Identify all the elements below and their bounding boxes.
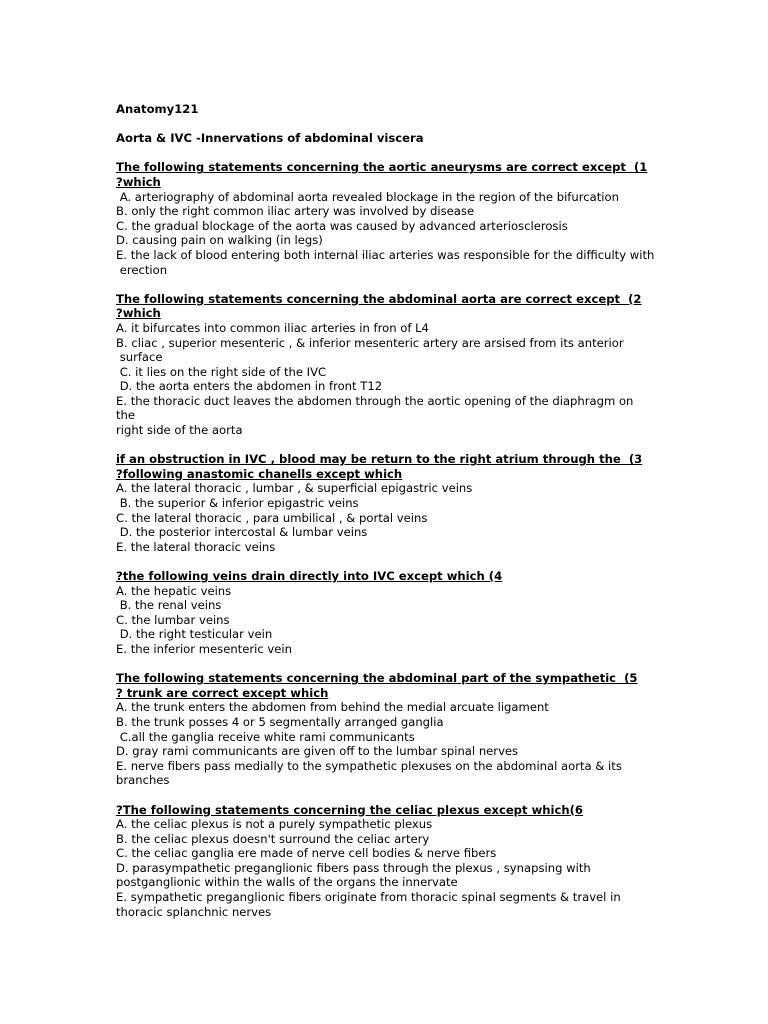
answer-option-line: D. parasympathetic preganglionic fibers pass through the plexus , synapsing with (116, 860, 591, 875)
answer-option-line: B. the celiac plexus doesn't surround the celiac artery (116, 831, 430, 846)
question-stem-line: The following statements concerning the aortic aneurysms are correct except (1 (116, 160, 648, 175)
answer-option-line: E. the lateral thoracic veins (116, 539, 276, 554)
answer-option-line: A. arteriography of abdominal aorta revealed blockage in the region of the bifurcation (116, 189, 619, 204)
question-stem-line: ?which (116, 306, 161, 321)
question-stem-line: ?the following veins drain directly into IVC except which (4 (116, 569, 503, 583)
document-page (116, 102, 656, 919)
question-stem-line: The following statements concerning the abdominal part of the sympathetic (5 (116, 671, 638, 686)
answer-option-line: right side of the aorta (116, 423, 243, 438)
document-title: Anatomy121 (116, 102, 199, 116)
answer-option-line: branches (116, 773, 170, 788)
answer-option-line: B. only the right common iliac artery was involved by disease (116, 204, 475, 219)
answer-option-line: E. sympathetic preganglionic fibers originate from thoracic spinal segments & travel in (116, 890, 621, 905)
answer-option-line: E. the lack of blood entering both internal iliac arteries was responsible for the difficulty with (116, 247, 655, 262)
answer-option-line: C. the lateral thoracic , para umbilical , & portal veins (116, 510, 428, 525)
answer-option-line: B. the trunk posses 4 or 5 segmentally arranged ganglia (116, 714, 444, 729)
answer-option-line: A. the celiac plexus is not a purely sympathetic plexus (116, 817, 433, 832)
answer-option-line: A. the hepatic veins (116, 583, 232, 598)
answer-option-line: C. it lies on the right side of the IVC (116, 364, 327, 379)
answer-option-line: D. the aorta enters the abdomen in front T12 (116, 379, 383, 394)
answer-option-line: A. the trunk enters the abdomen from behind the medial arcuate ligament (116, 700, 549, 715)
answer-option-line: D. causing pain on walking (in legs) (116, 233, 323, 248)
answer-option-line: E. nerve fibers pass medially to the sympathetic plexuses on the abdominal aorta & its (116, 758, 622, 773)
answer-option-line: B. cliac , superior mesenteric , & inferior mesenteric artery are arsised from its anterior (116, 335, 624, 350)
answer-option-line: A. the lateral thoracic , lumbar , & superficial epigastric veins (116, 481, 473, 496)
answer-option-line: D. gray rami communicants are given off to the lumbar spinal nerves (116, 744, 519, 759)
question-2 (116, 292, 656, 438)
answer-option-line: B. the superior & inferior epigastric veins (116, 496, 359, 511)
answer-option-line: thoracic splanchnic nerves (116, 904, 272, 919)
question-stem-line: ?The following statements concerning the celiac plexus except which(6 (116, 802, 583, 817)
question-stem-line: ? trunk are correct except which (116, 685, 329, 700)
question-4 (116, 569, 656, 657)
question-stem-line: The following statements concerning the abdominal aorta are correct except (2 (116, 291, 642, 306)
answer-option-line: D. the right testicular vein (116, 627, 273, 642)
question-3 (116, 452, 656, 554)
question-list (116, 160, 656, 919)
question-stem-line: if an obstruction in IVC , blood may be return to the right atrium through the (3 (116, 452, 643, 467)
answer-option-line: surface (116, 350, 163, 365)
answer-option-line: erection (116, 262, 168, 277)
document-subtitle: Aorta & IVC -Innervations of abdominal viscera (116, 131, 424, 146)
question-1 (116, 160, 656, 277)
question-stem-line: ?following anastomic chanells except which (116, 466, 403, 481)
question-6 (116, 803, 656, 920)
answer-option-line: E. the inferior mesenteric vein (116, 641, 292, 656)
question-5 (116, 671, 656, 788)
question-stem-line: ?which (116, 174, 161, 189)
answer-option-line: D. the posterior intercostal & lumbar veins (116, 525, 368, 540)
answer-option-line: C. the celiac ganglia ere made of nerve cell bodies & nerve fibers (116, 846, 497, 861)
answer-option-line: C. the lumbar veins (116, 612, 230, 627)
answer-option-line: C. the gradual blockage of the aorta was caused by advanced arteriosclerosis (116, 218, 568, 233)
answer-option-line: postganglionic within the walls of the organs the innervate (116, 875, 458, 890)
answer-option-line: E. the thoracic duct leaves the abdomen through the aortic opening of the diaphragm on the (116, 393, 638, 423)
answer-option-line: B. the renal veins (116, 598, 222, 613)
answer-option-line: C.all the ganglia receive white rami communicants (116, 729, 415, 744)
answer-option-line: A. it bifurcates into common iliac arteries in fron of L4 (116, 320, 429, 335)
